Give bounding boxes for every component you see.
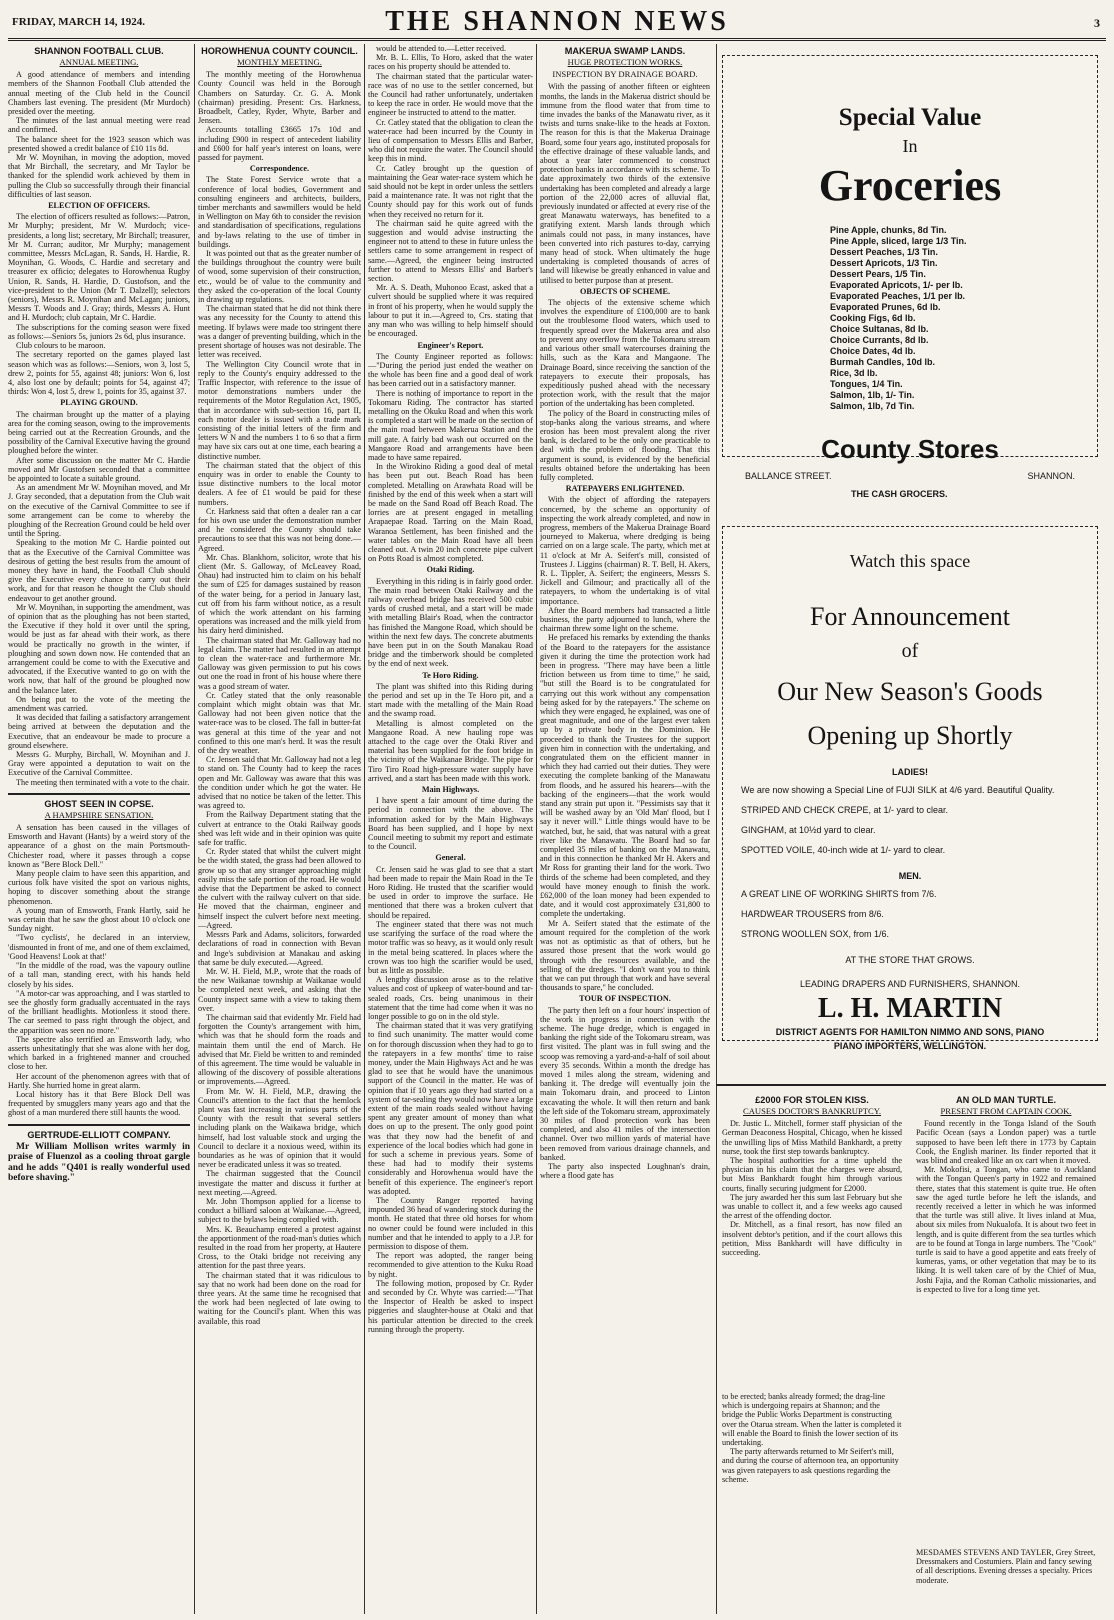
price-item: Evaporated Peaches, 1/1 per lb. xyxy=(830,291,966,301)
section-heading: TOUR OF INSPECTION. xyxy=(579,994,671,1004)
paragraph: The County Ranger reported having impounded 36 head of wandering stock during the month. He stated that three old horses for whom no owner could be found were included in this number and that he intended to apply to a J.P. for permission to dispose of them. xyxy=(368,1195,533,1251)
paragraph: The party also inspected Loughnan's drain, where a flood gate has xyxy=(540,1161,710,1181)
paragraph: The report was adopted, the ranger being recommended to give attention to the Kuku Road by night. xyxy=(368,1251,533,1279)
paragraph: From Mr. W. H. Field, M.P., drawing the Council's attention to the fact that the hemlock plant was fast increasing in various parts of the County with the result that several settlers including plank on the Waikawa bridge, which himself, had lost valuable stock and urging the Council to declare it a noxious weed, within its boundaries as he was of opinion that it would never be eradicated unless it was so treated. xyxy=(198,1086,361,1170)
paragraph: Many people claim to have seen this apparition, and curious folk have visited the spot on various nights, hoping to discover something about the strange phenomenon. xyxy=(8,869,190,906)
paragraph: The policy of the Board in constructing miles of stop-banks along the various streams, and where erosion has been most prevalent along the river bank, is declared to be the only one practicable to deal with the problem of flooding. That this argument is sound, is evidenced by the beneficial results obtained before the undertaking has been fully completed. xyxy=(540,408,710,482)
paragraph: The County Engineer reported as follows:—"During the period just ended the weather on the whole has been fine and a good deal of work has been carried out in a satisfactory manner. xyxy=(368,351,533,389)
paragraph: The party afterwards returned to Mr Seifert's mill, and during the course of afternoon tea, an opportunity was given ratepayers to ask questions regarding the scheme. xyxy=(722,1447,899,1484)
paragraph: The subscriptions for the coming season were fixed as follows:—Seniors 5s, juniors 2s 6d, plus insurance. xyxy=(8,322,190,341)
section-heading: RATEPAYERS ENLIGHTENED. xyxy=(565,484,685,494)
paragraph: In the Wirokino Riding a good deal of metal has been put out. Beach Road has been completed. Metalling on Arawhata Road will be finished by the end of this week when a start will be made on the Sand Road off Beach Road. The lorries are at present engaged in metalling Arapaepae Road. Tarring on the Main Road, Waranoa Settlement, has been finished and the water tables on the Main Road have all been cleaned out. A twin 20 inch concrete pipe culvert on Potts Road is almost completed. xyxy=(368,462,533,564)
section-heading: PLAYING GROUND. xyxy=(60,398,138,408)
paragraph: The chairman stated that the object of this enquiry was in order to enable the County to issue distinctive numbers to the local motor dealers. A fee of £1 would be paid for these numbers. xyxy=(198,460,361,507)
divider xyxy=(8,1124,190,1126)
article-subhead: MONTHLY MEETING. xyxy=(237,57,322,67)
paragraph: to be erected; banks already formed; the drag-line which is undergoing repairs at Shannon; and the bridge the Public Works Department is constructing over the Otarua stream. When the latter is completed it will enable the Board to finish the lower section of its undertaking. xyxy=(722,1392,902,1448)
ad-tagline: LEADING DRAPERS AND FURNISHERS, SHANNON. xyxy=(799,979,1021,989)
paragraph: A lengthy discussion arose as to the relative values and cost of upkeep of water-bound and tar-sealed roads, Crs. being unanimous in their statement that the time had come when it was no longer possible to go on in the old style. xyxy=(368,975,533,1021)
store-address xyxy=(745,471,1075,481)
paragraph: Mr. A. S. Death, Muhonoo Ecast, asked that a culvert should be supplied where it was required in front of his property, when he would supply the labour to put it in.—Agreed to, Crs. stating that any man who was willing to help himself should be encouraged. xyxy=(368,283,533,339)
ad-line: Our New Season's Goods xyxy=(777,677,1043,706)
price-item: Cooking Figs, 6d lb. xyxy=(830,313,916,323)
paragraph: It was pointed out that as the greater number of the buildings throughout the country were built of wood, some supervision of their construction, etc., would be of value to the community and they asked the co-operation of the local County in drawing up regulations. xyxy=(198,249,361,305)
paragraph: After some discussion on the matter Mr C. Hardie moved and Mr Gustofsen seconded that a committee be appointed to locate a suitable ground. xyxy=(8,455,190,483)
masthead xyxy=(8,6,1106,41)
newspaper-title: THE SHANNON NEWS xyxy=(385,6,729,37)
paragraph: The chairman stated that he did not think there was any necessity for the County to attend this meeting. If bylaws were made too stringent there was a danger of preventing building, which in the present shortage of houses was not desirable. The letter was received. xyxy=(198,304,361,360)
ad-headline: Groceries xyxy=(818,161,1002,210)
paragraph: A good attendance of members and intending members of the Shannon Football Club attended the annual meeting of the Club held in the Council Chambers last evening. The president (Mr Murdoch) presided over the meeting. xyxy=(8,70,190,117)
paragraph: Cr. Jensen said he was glad to see that a start had been made to repair the Main Road in the Te Horo Riding. He trusted that the scarifier would be used in order to improve the surface. He mentioned that there was a broken culvert that should be repaired. xyxy=(368,864,533,920)
paragraph: The election of officers resulted as follows:—Patron, Mr Murphy; president, Mr W. Murdoch; vice-presidents, a long list; secretary, Mr Birchall; treasurer, Mr M. Curran; auditor, Mr Murphy; management committee, Messrs McLagan, R. Sands, H. Hardie, R. Moynihan, G. Woods, C. Hardie and secretary and treasurer ex officio; delegates to Horowhenua Rugby Union, R. Sands, H. Hardie, D. Gustofson, and the vice-president to the Union (Mr T. Dalzell); selectors (seniors), Messrs R. Moynihan and McLagan; juniors, Messrs T. Woods and J. Gray; thirds, Messrs A. Hunt and H. Murdoch; club captain, Mr C. Hardie. xyxy=(8,212,190,323)
paragraph: Cr. Ryder stated that whilst the culvert might be the width stated, the grass had been allowed to grow up so that any stranger approaching might easily miss the safe portion of the road. He would advise that the Department be asked to connect the culvert with the railway culvert on that side. He moved that the chairman, engineer and himself inspect the culvert before next meeting.—Agreed. xyxy=(198,847,361,930)
ad-line: of xyxy=(901,640,919,662)
paragraph: The minutes of the last annual meeting were read and confirmed. xyxy=(8,116,190,135)
column-3 xyxy=(368,44,533,1614)
ad-item: HARDWEAR TROUSERS from 8/6. xyxy=(741,909,884,919)
paragraph: The meeting then terminated with a vote to the chair. xyxy=(16,777,190,787)
ad-item: STRIPED AND CHECK CREPE, at 1/- yard to clear. xyxy=(741,805,949,815)
article-headline: GHOST SEEN IN COPSE. xyxy=(44,798,154,809)
section-heading: Te Horo Riding. xyxy=(422,670,479,680)
price-item: Dessert Peaches, 1/3 Tin. xyxy=(830,247,938,257)
paragraph: The chairman stated that it was ridiculous to say that no work had been done on the road for three years. At the same time he recognised that the work had been neglected of late owing to waiting for the Council's plant. When this was available, this road xyxy=(198,1270,361,1326)
ad-line: Special Value xyxy=(838,104,982,131)
street: BALLANCE STREET. xyxy=(745,471,832,481)
paragraph: The chairman brought up the matter of a playing area for the coming season, owing to the improvements being carried out at the Recreation Grounds, and the possibility of the Carnival Executive having the ground ploughed before the winter. xyxy=(8,409,190,456)
paragraph: Mr. B. L. Ellis, To Horo, asked that the water races on his property should be attended to. xyxy=(368,53,533,72)
paragraph: Mr W. Moynihan, in moving the adoption, moved that Mr Birchall, the secretary, and Mr Taylor be thanked for the splendid work achieved by them in pulling the Club so successfully through their financial difficulties of last season. xyxy=(8,153,190,199)
article-subhead: A HAMPSHIRE SENSATION. xyxy=(44,809,154,820)
price-item: Pine Apple, sliced, large 1/3 Tin. xyxy=(830,236,967,246)
paragraph: Speaking to the motion Mr C. Hardie pointed out that as the Executive of the Carnival Committee was desirous of getting the best results from the amount of money they have in hand, the Football Club should give the Executive every chance to carry out their work, and for that reason he thought the Club should endeavour to get another ground. xyxy=(8,538,190,603)
price-item: Dessert Apricots, 1/3 Tin. xyxy=(830,258,938,268)
divider xyxy=(716,1084,1106,1086)
paragraph: The jury awarded her this sum last February but she was unable to collect it, and a few weeks ago caused the arrest of the offending doctor. xyxy=(722,1192,902,1221)
paragraph: The chairman suggested that the Council investigate the matter and discuss it further at next meeting.—Agreed. xyxy=(198,1169,361,1197)
ad-agents: PIANO IMPORTERS, WELLINGTON. xyxy=(833,1041,987,1051)
price-item: Choice Sultanas, 8d lb. xyxy=(830,324,929,334)
paragraph: Metalling is almost completed on the Mangaone Road. A new hauling rope was attached to the cage over the Otaki River and material has been supplied for the foot bridge in the vicinity of the Waikanae Bridge. The pipe for Tiro Tiro Road high-pressure water supply have arrived, and a start has been made with this work. xyxy=(368,718,533,783)
column-2 xyxy=(198,44,361,1614)
paragraph: "In the middle of the road, was the vapoury outline of a tall man, standing erect, with his hands held closely by his sides. xyxy=(8,961,190,989)
paragraph: Cr. Harkness said that often a dealer ran a car for his own use under the demonstration number and he considered the County should take precautions to see that this was not being done.—Agreed. xyxy=(198,506,361,553)
ad-agents: DISTRICT AGENTS FOR HAMILTON NIMMO AND SONS, PIANO xyxy=(775,1027,1045,1037)
paragraph: The monthly meeting of the Horowhenua County Council was held in the Borough Chambers on Saturday. Cr. G. A. Monk (chairman) presiding. Present: Crs. Harkness, Broadbelt, Catley, Ryder, Whyte, Barber and Jensen. xyxy=(198,70,361,126)
paragraph: The chairman stated that the particular water-race was of no use to the settler concerned, but the Council had rather unfortunately, undertaken to keep the race in order. He would move that the engineer be instructed to attend to the matter. xyxy=(368,71,533,118)
column-rule xyxy=(536,44,537,1614)
ad-line: Opening up Shortly xyxy=(807,721,1013,750)
turtle-article xyxy=(916,1093,1096,1294)
ad-item: GINGHAM, at 10½d yard to clear. xyxy=(741,825,876,835)
paragraph: "A motor-car was approaching, and I was startled to see the ghostly form gradually accentuated in the rays of the brilliant headlights. Motionless it stood there. The car seemed to pass right through the object, and the apparition was seen no more." xyxy=(8,988,190,1035)
paragraph: Mr A. Seifert stated that the estimate of the amount required for the completion of the work was not as optimistic as that of others, but he assured those present that the work would go through with the resources available, and the selling of the dredges. "I don't want you to think that we can put through that work and have several thousands to spare," he concluded. xyxy=(540,918,710,993)
paragraph: With the object of affording the ratepayers concerned, by the scheme an opportunity of inspecting the work already completed, and now in progress, members of the Makerua Drainage Board journeyed to Makerua, where dredging is being carried on on a large scale. The party, which met at 11 o'clock at Mr A. Seifert's mill, consisted of Trustees J. Liggins (chairman) R. T. Bell, H. Akers, R. L. Tippler, A. Seifert; the engineers, Messrs S. Jickell and Gilmour; and practically all of the ratepayers, to whom the undertaking is of vital importance. xyxy=(540,495,710,606)
issue-date: FRIDAY, MARCH 14, 1924. xyxy=(12,16,146,28)
paragraph: From the Railway Department stating that the culvert at entrance to the Otaki Railway goods shed was left wide and in their opinion was quite safe for traffic. xyxy=(198,810,361,848)
store-tagline: THE CASH GROCERS. xyxy=(851,489,948,499)
paragraph: would be attended to.—Letter received. xyxy=(376,44,507,53)
article-headline: SHANNON FOOTBALL CLUB. xyxy=(34,46,164,56)
paragraph: The spectre also terrified an Emsworth lady, who asserts unhesitatingly that she was alone with her dog, which barked in a frightened manner and crouched close to her. xyxy=(8,1034,190,1072)
section-heading: Otaki Riding. xyxy=(426,565,475,575)
section-label: LADIES! xyxy=(892,767,928,777)
paragraph: Messrs Park and Adams, solicitors, forwarded declarations of road in connection with Bevan and Inge's subdivision at Manakau and asking that same be duly executed.—Agreed. xyxy=(198,930,361,967)
section-heading: OBJECTS OF SCHEME. xyxy=(579,286,670,296)
dressmakers-notice xyxy=(916,1548,1096,1585)
price-item: Salmon, 1lb, 1/- Tin. xyxy=(830,390,915,400)
price-item: Tongues, 1/4 Tin. xyxy=(830,379,903,389)
paragraph: The party then left on a four hours' inspection of the work in progress in connection with the scheme. The huge dredge, which is engaged in banking the right side of the Tokomaru stream, was first visited. The plant was in full swing and the scoop was removing a yard-and-a-half of soil about every 35 seconds. Within a month the dredge has moved 1 miles along the stream, widening and banking it. The dredge will eventually join the main Tokomaru drain, and proceed to Linton excavating the whole. It will then return and bank the left side of the Tokomaru stream, approximately 30 miles of flood protection work has been completed, and also 41 miles of the intersection channel. Over two million yards of material have been removed from various drainage channels, and banked. xyxy=(540,1005,710,1162)
divider xyxy=(8,793,190,795)
paragraph: Mr. W. H. Field, M.P., wrote that the roads of the new Waikanae township at Waikanae would be completed next week, and asking that the County inspect same with a view to taking them over. xyxy=(198,966,361,1013)
paragraph: Dr. Mitchell, as a final resort, has now filed an insolvent debtor's petition, and if the court allows this petition, Miss Bankhardt will have difficulty in succeeding. xyxy=(722,1220,902,1258)
store-name: County Stores xyxy=(821,434,999,464)
paragraph: MESDAMES STEVENS AND TAYLER, Grey Street, Dressmakers and Costumiers. Plain and fancy sewing of all descriptions. Evening dresses a specialty. Prices moderate. xyxy=(916,1548,1096,1585)
paragraph: The engineer stated that there was not much use scarifying the surface of the road where the motor traffic was so heavy, as it would only result in the metal being scattered. In places where the crown was too high the scarifier would be used, but as little as possible. xyxy=(368,919,533,975)
paragraph: A sensation has been caused in the villages of Emsworth and Havant (Hants) by a weird story of the appearance of a ghost on the main Portsmouth-Chichester road, where it passes through a copse known as "Bere Block Dell." xyxy=(8,823,190,869)
paragraph: The State Forest Service wrote that a conference of local bodies, Government and consulting engineers and architects, builders, timber merchants and sawmillers would be held in Wellington on May 6th to consider the revision and standardisation of specifications, regulations and by-laws relating to the use of timber in buildings. xyxy=(198,175,361,249)
paragraph: Cr. Catley stated that the obligation to clean the water-race had been incurred by the County in lieu of compensation to Messrs Ellis and Barber, who did not require the water. The Council should keep this in mind. xyxy=(368,117,533,164)
paragraph: The balance sheet for the 1923 season which was presented showed a credit balance of £10 11s 8d. xyxy=(8,134,190,153)
paragraph: Found recently in the Tonga Island of the South Pacific Ocean (says a London paper) was a turtle supposed to have been left there in 1773 by Captain Cook, the English mariner. Its finder reported that it was blind and creaked like an ox cart when it moved. xyxy=(916,1119,1096,1166)
kiss-article xyxy=(722,1093,902,1257)
paragraph: Cr. Catley stated that the only reasonable complaint which might obtain was that Mr. Galloway had not been given notice that the water-race was to be closed. The fall in butter-fat was general at this time of the year and not confined to this one man's herd. It was the result of the dry weather. xyxy=(198,690,361,756)
martin-advert xyxy=(722,526,1098,1051)
section-heading: General. xyxy=(435,853,466,863)
article-subhead: ANNUAL MEETING. xyxy=(59,57,139,67)
article-subhead: HUGE PROTECTION WORKS. xyxy=(567,57,683,67)
paragraph: Dr. Justic L. Mitchell, former staff physician of the German Deaconess Hospital, Chicago, when he kissed the unwilling lips of Miss Mathild Bankhardt, a pretty nurse, took the first step towards bankruptcy. xyxy=(722,1119,902,1156)
price-item: Choice Currants, 8d lb. xyxy=(830,335,929,345)
paragraph: The objects of the extensive scheme which involves the expenditure of £100,000 are to bank out the troublesome flood waters, which used to frequently spread over the Makerua area and also to prevent any overflow from the Tokomaru stream and various other small watercourses draining the hills, such as the Kara and Mangaone. The Drainage Board, since receiving the sanction of the ratepayers to execute their proposals, has expeditiously pushed ahead with the necessary protection work, with the result that the major portion of the undertaking has been completed. xyxy=(540,298,710,409)
column-rule xyxy=(364,44,365,1614)
paragraph: With the passing of another fifteen or eighteen months, the lands in the Makerua district should be immune from the flood water that from time to time invades the banks of the Manawatu river, as it twists and turns snake-like to the heads at Foxton. The reason for this is that the Makerua Drainage Board, some four years ago, instituted proposals for the effective drainage of these valuable lands, and about a year later commenced to construct protection banks in accordance with its scheme. To date approximately two thirds of the extensive undertaking has been completed and already a large portion of the 22,000 acres of alluvial flat, previously inundated or affected at every rise of the great Manawatu waterways, has benefited to a gratifying extent. Marsh lands through which animals could not pass, in many instances, have been converted into rich pastures to-day, carrying many head of stock. When ultimately the huge undertaking is completed thousands of acres of land will likewise be greatly enhanced in value and utilised to better purpose than at present. xyxy=(540,82,710,285)
paragraph: Mr. Mokofisi, a Tongan, who came to Auckland with the Tongan Queen's party in 1922 and remained there, states that this statement is quite true. He often saw the aged turtle before he left the islands, and recently received a letter in which he was informed that the turtle was still alive. It lives inland at Mua, about six miles from Nukualofa. It is about two feet in length, and is quite different from the sea turtles which are to be found at Tonga in large numbers. The "Cook" turtle is said to have a good appetite and eats freely of kumeras, yams, or other vegetation that may be to its liking. It is well taken care of by the Chief of Mua, Joshi Fajia, and the Roman Catholic missionaries, and is expected to live for a long time yet. xyxy=(916,1165,1096,1294)
ad-tagline: AT THE STORE THAT GROWS. xyxy=(845,955,975,965)
paragraph: Mrs. K. Beauchamp entered a protest against the apportionment of the road-man's duties which resulted in the road from her property, at Hautere Cross, to the Otaki bridge not receiving any attention for the past three years. xyxy=(198,1224,361,1271)
paragraph: The chairman said that evidently Mr. Field had forgotten the County's arrangement with him, which was that he should form the roads and maintain them until the end of March. He advised that Mr. Field be written to and reminded of this agreement. The time would be valuable in allowing of the discovery of possible alterations or improvements.—Agreed. xyxy=(198,1012,361,1087)
continuation-text xyxy=(722,1392,902,1484)
price-item: Pine Apple, chunks, 8d Tin. xyxy=(830,225,947,235)
town: SHANNON. xyxy=(1027,471,1075,481)
price-item: Salmon, 1lb, 7d Tin. xyxy=(830,401,915,411)
paragraph: "Two cyclists', he declared in an interview, 'dismounted in front of me, and one of them exclaimed, 'Good Heavens! Look at that!' xyxy=(8,933,190,961)
paragraph: Cr. Jensen said that Mr. Galloway had not a leg to stand on. The County had to keep the races open and Mr. Galloway was aware that this was the condition under which he got the water. He advised that no notice be taken of the letter. This was agreed to. xyxy=(198,755,361,811)
paragraph: The following motion, proposed by Cr. Ryder and seconded by Cr. Whyte was carried:—"That the Inspector of Health be asked to inspect piggeries and slaughter-house at Otaki and that his particular attention be directed to the creek running through the property. xyxy=(368,1278,533,1334)
paragraph: The chairman said he quite agreed with the suggestion and would advise instructing the engineer not to attend to these in future unless the settlers came to some arrangement in respect of same.—Agreed, the engineer being instructed further to attend to Messrs Ellis' and Barber's section. xyxy=(368,218,533,284)
ad-item: SPOTTED VOILE, 40-inch wide at 1/- yard to clear. xyxy=(741,845,946,855)
section-label: MEN. xyxy=(898,871,922,881)
price-item: Dessert Pears, 1/5 Tin. xyxy=(830,269,926,279)
price-item: Choice Dates, 4d lb. xyxy=(830,346,916,356)
paragraph: Mr. John Thompson applied for a license to conduct a billiard saloon at Waikanae.—Agreed, subject to the bylaws being complied with. xyxy=(198,1196,361,1225)
column-rule xyxy=(716,44,717,1614)
paragraph: The chairman stated that Mr. Galloway had no legal claim. The matter had resulted in an attempt to clean the water-race and furthermore Mr. Galloway was given permission to put his cows out one the road in front of his house where there was a good stream of water. xyxy=(198,635,361,691)
paragraph: Mr W. Moynihan, in supporting the amendment, was of opinion that as the ploughing has not been started, the Executive if they hold it over until the spring, would be just as far ahead with their work, as there would be practically no growth in the winter, if ploughing and sown down now. He contended that an arrangement could be come to with the Executive and advocated, if the Executive wanted to go on with the work now, that half of the ground be ploughed now and the balance later. xyxy=(8,602,190,695)
paragraph: I have spent a fair amount of time during the period in connection with the above. The information asked for by the Main Highways Board has been supplied, and I hope by next Council meeting to submit my report and estimate to the Council. xyxy=(368,796,533,852)
groceries-advert xyxy=(722,55,1098,499)
paragraph: Her account of the phenomenon agrees with that of Hartly. She hurried home in great alarm. xyxy=(8,1071,190,1090)
paragraph: After the Board members had transacted a little business, the party adjourned to lunch, where the chairman threw some light on the scheme. xyxy=(540,605,710,634)
section-heading: Engineer's Report. xyxy=(417,340,484,350)
price-list xyxy=(830,225,1097,412)
paragraph: The chairman stated that it was very gratifying to find such unanimity. The matter would come on for thorough discussion when they had to go to the ratepayers in a few months' time to raise money, under the Main Highways Act and he was glad to see that he would have the unanimous support of the Council in the matter. He was of opinion that if 10 years ago they had started on a system of tar-sealing they would now have a large extent of the main roads sealed without having spent any greater amount of money than what does on up to the present. The only good point was that they now had the benefit of and experience of the local bodies which had gone in for such a scheme in previous years. Some of these had had to modify their systems considerably and Horowhenua would have the benefit of this experience. The engineer's report was adopted. xyxy=(368,1021,533,1196)
paragraph: A young man of Emsworth, Frank Hartly, said he was certain that he saw the ghost about 10 o'clock one Sunday night. xyxy=(8,905,190,934)
ad-item: A GREAT LINE OF WORKING SHIRTS from 7/6. xyxy=(741,889,937,899)
price-item: Rice, 3d lb. xyxy=(830,368,878,378)
paragraph: Everything in this riding is in fairly good order. The main road between Otaki Railway and the railway overhead bridge has received 500 cubic yards of crushed metal, and a start will be made with metalling Blair's Road, when the contractor has finished the Mangone Road, which should be within the next few days. The concrete abutments have been put in on the South Manakau Road bridge and the timberwork should be completed by the end of next week. xyxy=(368,576,533,669)
ad-line: For Announcement xyxy=(809,602,1011,631)
paragraph: There is nothing of importance to report in the Tokomaru Riding. The contractor has started metalling on the Okuku Road and when this work is completed a start will be made on the section of the main road between Makerua Station and the mill gate. A fairly bad wash out occurred on the Mangaore Road and arrangements have been made to have same repaired. xyxy=(368,388,533,462)
paragraph: It was decided that failing a satisfactory arrangement being arrived at between the deputation and the Executive, that an endeavour be made to procure a ground elsewhere. xyxy=(8,713,190,750)
article-subhead: INSPECTION BY DRAINAGE BOARD. xyxy=(552,69,698,80)
section-heading: Correspondence. xyxy=(249,164,310,174)
ad-line: In xyxy=(902,136,918,156)
merchant-name: L. H. MARTIN xyxy=(817,993,1003,1024)
ad-line: Watch this space xyxy=(849,551,971,571)
paragraph: Cr. Catley brought up the question of maintaining the Gear water-race system which he said should not be kept in order unless the settlers paid a maintenance rate. It was not right that the County should pay for this work out of funds when they received no return for it. xyxy=(368,163,533,219)
paragraph: Messrs G. Murphy, Birchall, W. Moynihan and J. Gray were appointed a deputation to wait on the Executive of the Carnival Committee. xyxy=(8,750,190,778)
paragraph: Local history has it that Bere Block Dell was frequented by smugglers many years ago and that the ghost of a man murdered there still haunts the wood. xyxy=(8,1089,190,1118)
paragraph: Mr. Chas. Blankhorn, solicitor, wrote that his client (Mr. S. Galloway, of McLeavey Road, Ohau) had instructed him to claim on his behalf the sum of £25 for damages sustained by reason of the water being, for a period in January last, cut off from his farm without notice, as a result of which the work attendant on his farming operations was increased and the milk yield from his dairy herd diminished. xyxy=(198,552,361,636)
price-item: Evaporated Apricots, 1/- per lb. xyxy=(830,280,963,290)
section-heading: ELECTION OF OFFICERS. xyxy=(48,201,150,211)
column-1 xyxy=(8,44,190,1614)
paragraph: He prefaced his remarks by extending the thanks of the Board to the ratepayers for the assistance given it during the time the protection work had been in progress. "There may have been a little friction between us from time to time," he said, "but still the Board is to be congratulated for carrying out this work without any compensation being asked for by the ratepayers." The scheme on which they were engaged, he explained, was one of great magnitude, and one of the largest ever taken up by a private body in the Dominion. He proceeded to thank the Trustees for the support given him in connection with the undertaking, and congratulated them on the efficient manner in which they had carried out their duties. They were executing the complete banking of the Manawatu from floods, and he assured his hearers—with the backing of the engineers—that the work would stand any strain put upon it. "Pessimists say that it will be washed away by an 'Old Man' flood, but I say it never will." Little things would have to be watched, but, he said, that was natural with a great river like the Manawatu. The Board had so far completed 35 miles of banking on the Manawatu, and in this connection he thanked Mr H. Akers and Mr Ross for granting their land for the work. Two thirds of the scheme had been completed, and they would have money enough to finish the work. £62,000 of the loan money had been expended to date, and it would cost approximately £31,800 to complete the undertaking. xyxy=(540,633,710,919)
page-number: 3 xyxy=(1094,16,1100,30)
paragraph: The hospital authorities for a time upheld the physician in his claim that the charges were absurd, but Miss Bankhardt fought him through various courts, finally securing judgment for £2000. xyxy=(722,1156,902,1193)
paragraph: The secretary reported on the games played last season which was as follows:—Seniors, won 3, lost 5, drew 2, points for 55, against 48; juniors: Won 6, lost 4, also lost one by default; points for 54, against 47; thirds: Won 4, lost 5, drew 1, points for 35, against 37. xyxy=(8,350,190,397)
paragraph: Mr William Mollison writes warmly in praise of Fluenzol as a cooling throat gargle and he adds "Q401 is really wonderful used before shaving." xyxy=(8,1141,190,1184)
price-item: Evaporated Prunes, 6d lb. xyxy=(830,302,941,312)
price-item: Burmah Candles, 10d lb. xyxy=(830,357,936,367)
column-4 xyxy=(540,44,710,1614)
section-heading: Main Highways. xyxy=(421,785,480,795)
article-headline: GERTRUDE-ELLIOTT COMPANY. xyxy=(27,1129,171,1140)
article-headline: AN OLD MAN TURTLE. xyxy=(955,1095,1057,1105)
paragraph: As an amendment Mr W. Moynihan moved, and Mr J. Gray seconded, that a deputation from the Club wait on the executive of the Carnival Committee to see if some arrangement can be come to whereby the ploughing of the Recreation Ground could be held over until the Spring. xyxy=(8,483,190,539)
ad-item: STRONG WOOLLEN SOX, from 1/6. xyxy=(741,929,890,939)
article-headline: £2000 FOR STOLEN KISS. xyxy=(755,1095,869,1105)
paragraph: The plant was shifted into this Riding during the period and set up in the Te Horo pit, and a start made with the metalling of the Main Road and the swamp road. xyxy=(368,681,533,719)
column-rule xyxy=(194,44,195,1614)
paragraph: On being put to the vote of the meeting the amendment was carried. xyxy=(8,694,190,714)
article-headline: MAKERUA SWAMP LANDS. xyxy=(564,46,686,56)
paragraph: The Wellington City Council wrote that in reply to the County's enquiry addressed to the Traffic Inspector, with reference to the issue of motor demonstrations numbers under the requirements of the Motor Regulation Act, 1905, that in accordance with sub-section 16, part II, each motor dealer is issued with a trade mark consisting of the initial letters of the firm and letters W N and the numbers 1 to 6 so that a firm may have six cars out at one time, each bearing a distinctive number. xyxy=(198,359,361,461)
paragraph: Accounts totalling £3665 17s 10d and including £900 in respect of antecedent liability and £600 for half year's interest on loans, were passed for payment. xyxy=(198,125,361,163)
article-subhead: PRESENT FROM CAPTAIN COOK. xyxy=(940,1106,1072,1116)
ad-item: We are now showing a Special Line of FUJI SILK at 4/6 yard. Beautiful Quality. xyxy=(741,785,1055,795)
article-headline: HOROWHENUA COUNTY COUNCIL. xyxy=(201,46,358,56)
paragraph: Club colours to be maroon. xyxy=(16,341,106,351)
article-subhead: CAUSES DOCTOR'S BANKRUPTCY. xyxy=(742,1106,882,1116)
